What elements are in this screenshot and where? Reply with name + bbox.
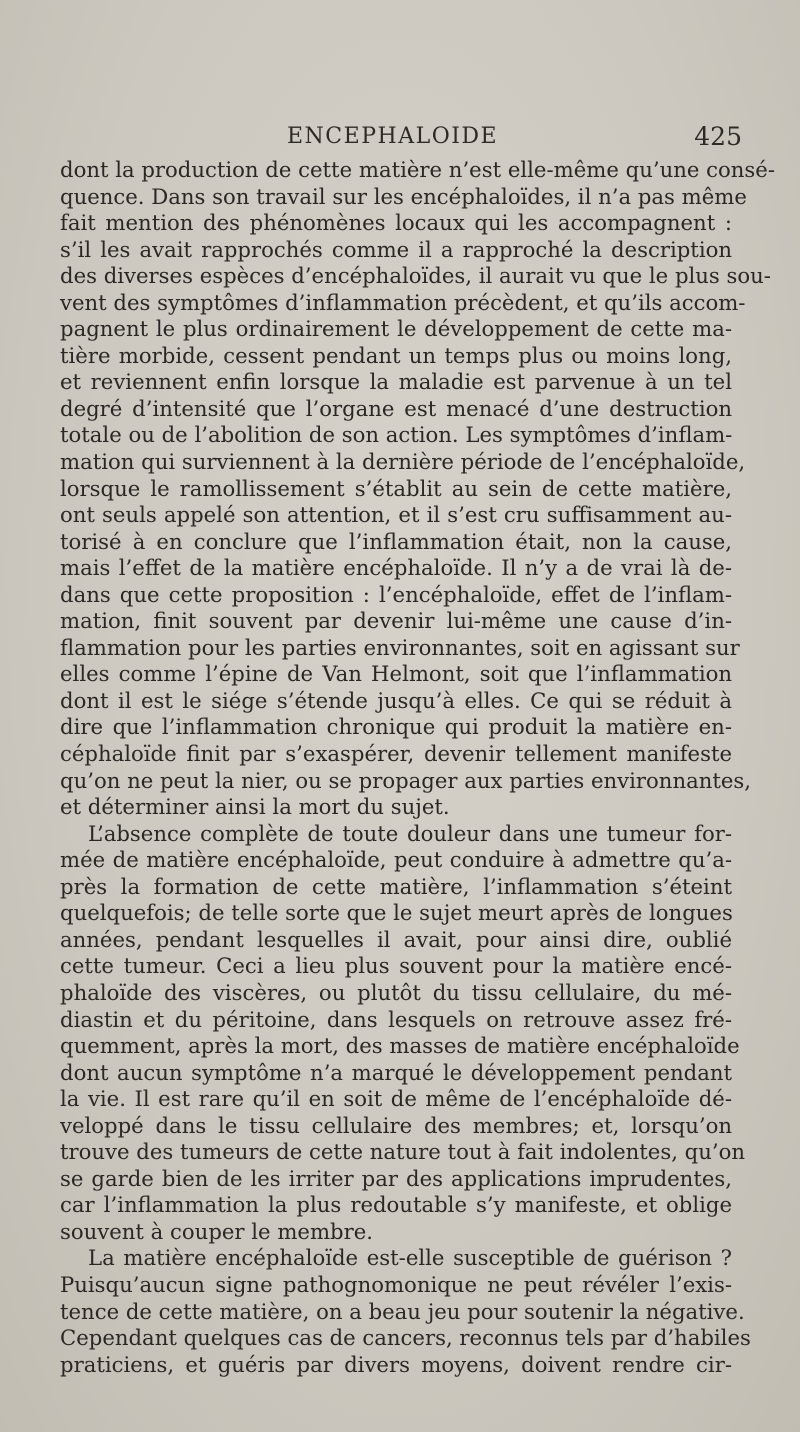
text-line: cette tumeur. Ceci a lieu plus souvent pour la matière encé- (60, 953, 732, 979)
text-line: près la formation de cette matière, l’inflammation s’éteint (60, 873, 732, 899)
text-line: dans que cette proposition : l’encéphaloïde, effet de l’inflam- (60, 581, 732, 607)
text-line: souvent à couper le membre. (60, 1218, 374, 1244)
text-line: céphaloïde finit par s’exaspérer, devenir tellement manifeste (60, 741, 732, 767)
text-line: elles comme l’épine de Van Helmont, soit que l’inflammation (60, 661, 732, 687)
text-line: L’absence complète de toute douleur dans une tumeur for- (88, 820, 732, 846)
text-line: dont il est le siége s’étende jusqu’à elles. Ce qui se réduit à (60, 687, 732, 713)
text-line: quemment, après la mort, des masses de matière encéphaloïde (60, 1033, 740, 1059)
page-number: 425 (694, 122, 742, 151)
text-line: et déterminer ainsi la mort du sujet. (60, 794, 450, 820)
text-line: praticiens, et guéris par divers moyens, doivent rendre cir- (60, 1351, 732, 1377)
text-line: mée de matière encéphaloïde, peut conduire à admettre qu’a- (60, 847, 732, 873)
text-line: qu’on ne peut la nier, ou se propager aux parties environnantes, (60, 767, 752, 793)
text-line: dont la production de cette matière n’est elle-même qu’une consé- (60, 157, 775, 182)
text-line: veloppé dans le tissu cellulaire des membres; et, lorsqu’on (60, 1112, 732, 1138)
text-line: fait mention des phénomènes locaux qui les accompagnent : (60, 210, 732, 236)
text-line: vent des symptômes d’inflammation précèdent, et qu’ils accom- (60, 289, 746, 315)
text-line: tence de cette matière, on a beau jeu pour soutenir la négative. (60, 1298, 745, 1324)
text-line: mation, finit souvent par devenir lui-même une cause d’in- (60, 608, 732, 634)
text-line: Cependant quelques cas de cancers, reconnus tels par d’habiles (60, 1325, 751, 1351)
text-line: s’il les avait rapprochés comme il a rapproché la description (60, 236, 732, 262)
page-header (60, 118, 740, 158)
text-line: la vie. Il est rare qu’il en soit de même de l’encéphaloïde dé- (60, 1086, 732, 1112)
text-line: totale ou de l’abolition de son action. Les symptômes d’inflam- (60, 422, 733, 448)
text-line: degré d’intensité que l’organe est menacé d’une destruction (60, 395, 732, 421)
text-line: ont seuls appelé son attention, et il s’est cru suffisamment au- (60, 502, 732, 528)
text-line: car l’inflammation la plus redoutable s’y manifeste, et oblige (60, 1192, 732, 1218)
text-line: quelquefois; de telle sorte que le sujet meurt après de longues (60, 900, 733, 926)
text-line: diastin et du péritoine, dans lesquels on retrouve assez fré- (60, 1006, 732, 1032)
text-line: dire que l’inflammation chronique qui produit la matière en- (60, 714, 732, 740)
text-line: quence. Dans son travail sur les encéphaloïdes, il n’a pas même (60, 183, 747, 209)
text-line: tière morbide, cessent pendant un temps plus ou moins long, (60, 342, 732, 368)
text-line: trouve des tumeurs de cette nature tout à fait indolentes, qu’on (60, 1139, 746, 1165)
text-line: mation qui surviennent à la dernière période de l’encéphaloïde, (60, 449, 746, 475)
text-line: Puisqu’aucun signe pathognomonique ne peut révéler l’exis- (60, 1271, 732, 1297)
text-line: lorsque le ramollissement s’établit au sein de cette matière, (60, 475, 732, 501)
body-text (60, 157, 775, 1378)
text-line: pagnent le plus ordinairement le développement de cette ma- (60, 316, 732, 342)
running-title: ENCEPHALOIDE (287, 124, 499, 149)
text-line: dont aucun symptôme n’a marqué le développement pendant (60, 1059, 732, 1085)
text-line: se garde bien de les irriter par des applications imprudentes, (60, 1165, 732, 1191)
text-line: et reviennent enfin lorsque la maladie est parvenue à un tel (60, 369, 732, 395)
text-line: mais l’effet de la matière encéphaloïde. Il n’y a de vrai là de- (60, 555, 732, 581)
text-line: des diverses espèces d’encéphaloïdes, il aurait vu que le plus sou- (60, 263, 771, 289)
text-line: flammation pour les parties environnantes, soit en agissant sur (60, 634, 740, 660)
text-line: La matière encéphaloïde est-elle susceptible de guérison ? (88, 1245, 732, 1271)
text-line: torisé à en conclure que l’inflammation était, non la cause, (60, 528, 732, 554)
text-line: phaloïde des viscères, ou plutôt du tissu cellulaire, du mé- (60, 979, 732, 1005)
text-line: années, pendant lesquelles il avait, pour ainsi dire, oublié (60, 926, 732, 952)
